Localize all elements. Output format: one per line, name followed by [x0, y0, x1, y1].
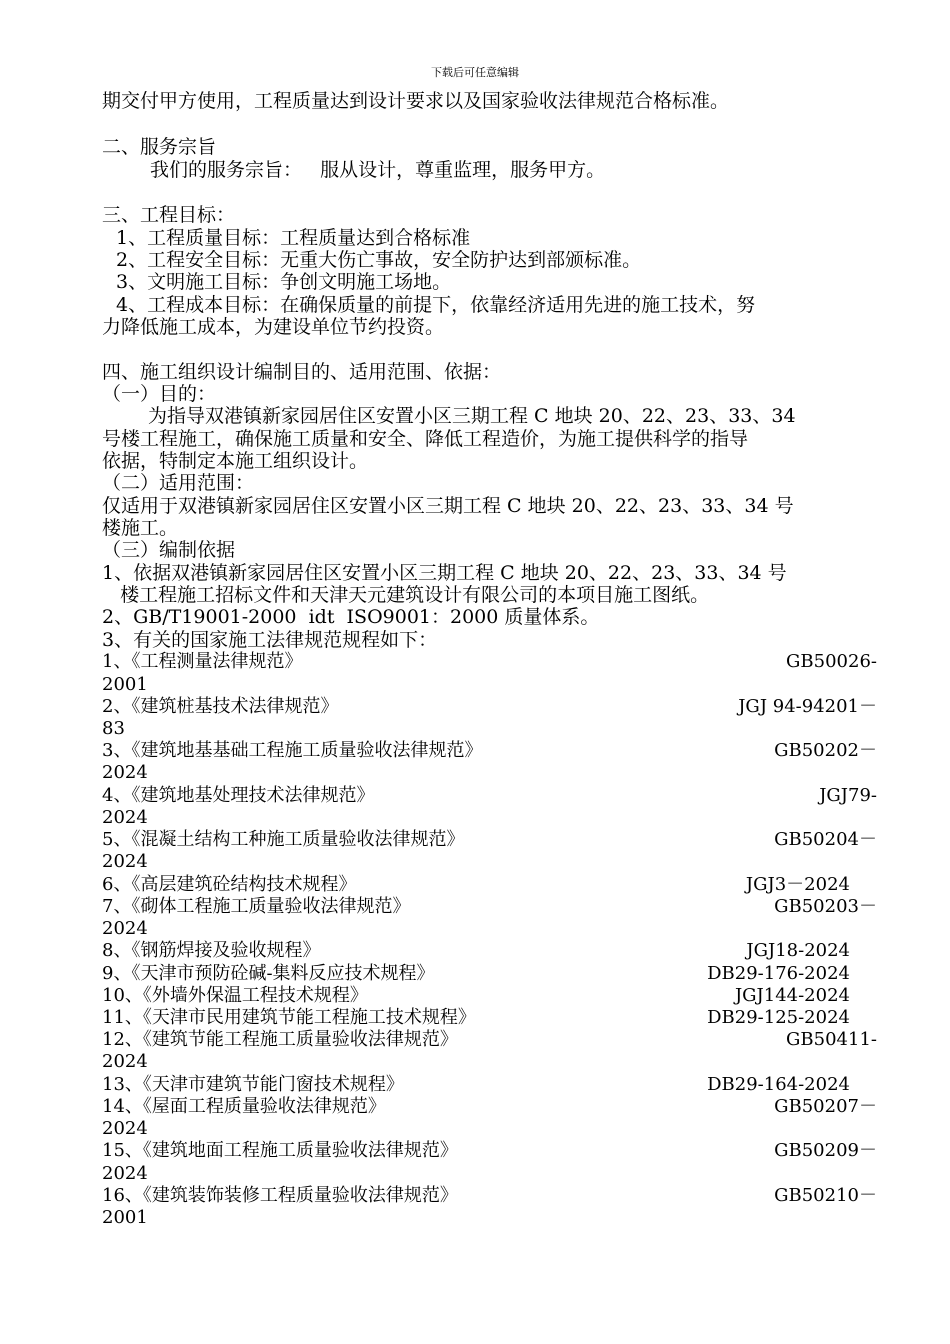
scope-line: 仅适用于双港镇新家园居住区安置小区三期工程 C 地块 20、22、23、33、34 号 [102, 495, 794, 517]
section2-title: 二、服务宗旨 [102, 136, 217, 158]
standard-label: 5、《混凝土结构工种施工质量验收法律规范》 [102, 829, 465, 850]
basis-title: （三）编制依据 [102, 539, 236, 561]
standard-label: 11、《天津市民用建筑节能工程施工技术规程》 [102, 1007, 476, 1028]
standard-code: GB50411- [786, 1029, 877, 1050]
standard-code: GB50209－ [774, 1140, 877, 1161]
goal-item: 3、文明施工目标：争创文明施工场地。 [116, 271, 452, 293]
basis-line: 2、GB/T19001-2000 idt ISO9001：2000 质量体系。 [102, 606, 600, 628]
standard-label: 9、《天津市预防砼碱-集料反应技术规程》 [102, 963, 435, 984]
section4-title: 四、施工组织设计编制目的、适用范围、依据： [102, 361, 502, 383]
goal-item: 2、工程安全目标：无重大伤亡事故，安全防护达到部颁标准。 [116, 249, 642, 271]
goal-item-cont: 力降低施工成本，为建设单位节约投资。 [102, 316, 445, 338]
standard-code: GB50210－ [774, 1185, 877, 1206]
standard-code: DB29-176-2024 [707, 963, 850, 984]
standard-code: GB50026- [786, 651, 877, 672]
standard-label: 4、《建筑地基处理技术法律规范》 [102, 785, 375, 806]
standard-code: GB50207－ [774, 1096, 877, 1117]
scope-line: 楼施工。 [102, 517, 179, 539]
standard-code-cont: 2024 [102, 1118, 148, 1139]
standard-code-cont: 2001 [102, 674, 148, 695]
standard-code-cont: 2024 [102, 1163, 148, 1184]
purpose-title: （一）目的： [102, 383, 217, 405]
standard-code-cont: 83 [102, 718, 125, 739]
section3-title: 三、工程目标： [102, 204, 236, 226]
standard-label: 1、《工程测量法律规范》 [102, 651, 303, 672]
standard-code-cont: 2024 [102, 918, 148, 939]
standard-code-cont: 2024 [102, 1051, 148, 1072]
standard-code: GB50203－ [774, 896, 877, 917]
standard-code: DB29-125-2024 [707, 1007, 850, 1028]
standard-code-cont: 2001 [102, 1207, 148, 1228]
standard-label: 15、《建筑地面工程施工质量验收法律规范》 [102, 1140, 458, 1161]
standard-code: JGJ3－2024 [745, 874, 850, 895]
standard-code: JGJ 94-94201－ [738, 696, 877, 717]
standard-label: 7、《砌体工程施工质量验收法律规范》 [102, 896, 411, 917]
standard-label: 6、《高层建筑砼结构技术规程》 [102, 874, 357, 895]
standard-code: DB29-164-2024 [707, 1074, 850, 1095]
intro-line: 期交付甲方使用，工程质量达到设计要求以及国家验收法律规范合格标准。 [102, 90, 730, 112]
standard-label: 3、《建筑地基基础工程施工质量验收法律规范》 [102, 740, 483, 761]
standard-code: GB50202－ [774, 740, 877, 761]
basis-line: 1、依据双港镇新家园居住区安置小区三期工程 C 地块 20、22、23、33、34 号 [102, 562, 787, 584]
basis-line: 楼工程施工招标文件和天津天元建筑设计有限公司的本项目施工图纸。 [102, 584, 710, 606]
standard-code-cont: 2024 [102, 807, 148, 828]
standard-label: 8、《钢筋焊接及验收规程》 [102, 940, 321, 961]
section2-body: 我们的服务宗旨： 服从设计，尊重监理，服务甲方。 [150, 159, 606, 181]
standard-code: JGJ79- [819, 785, 877, 806]
standard-label: 2、《建筑桩基技术法律规范》 [102, 696, 339, 717]
basis-line: 3、有关的国家施工法律规范规程如下： [102, 629, 438, 651]
purpose-line: 为指导双港镇新家园居住区安置小区三期工程 C 地块 20、22、23、33、34 [148, 405, 796, 427]
goal-item: 1、工程质量目标：工程质量达到合格标准 [116, 227, 471, 249]
purpose-line: 号楼工程施工，确保施工质量和安全、降低工程造价，为施工提供科学的指导 [102, 428, 749, 450]
standard-code: JGJ144-2024 [734, 985, 850, 1006]
scope-title: （二）适用范围： [102, 472, 255, 494]
page-header: 下载后可任意编辑 [431, 66, 519, 79]
standard-label: 16、《建筑装饰装修工程质量验收法律规范》 [102, 1185, 458, 1206]
purpose-line: 依据，特制定本施工组织设计。 [102, 450, 369, 472]
standard-label: 14、《屋面工程质量验收法律规范》 [102, 1096, 386, 1117]
standard-code: GB50204－ [774, 829, 877, 850]
standard-code: JGJ18-2024 [746, 940, 850, 961]
goal-item: 4、工程成本目标：在确保质量的前提下，依靠经济适用先进的施工技术，努 [116, 294, 756, 316]
standard-label: 12、《建筑节能工程施工质量验收法律规范》 [102, 1029, 458, 1050]
standard-label: 13、《天津市建筑节能门窗技术规程》 [102, 1074, 404, 1095]
standard-code-cont: 2024 [102, 851, 148, 872]
standard-label: 10、《外墙外保温工程技术规程》 [102, 985, 368, 1006]
standard-code-cont: 2024 [102, 762, 148, 783]
